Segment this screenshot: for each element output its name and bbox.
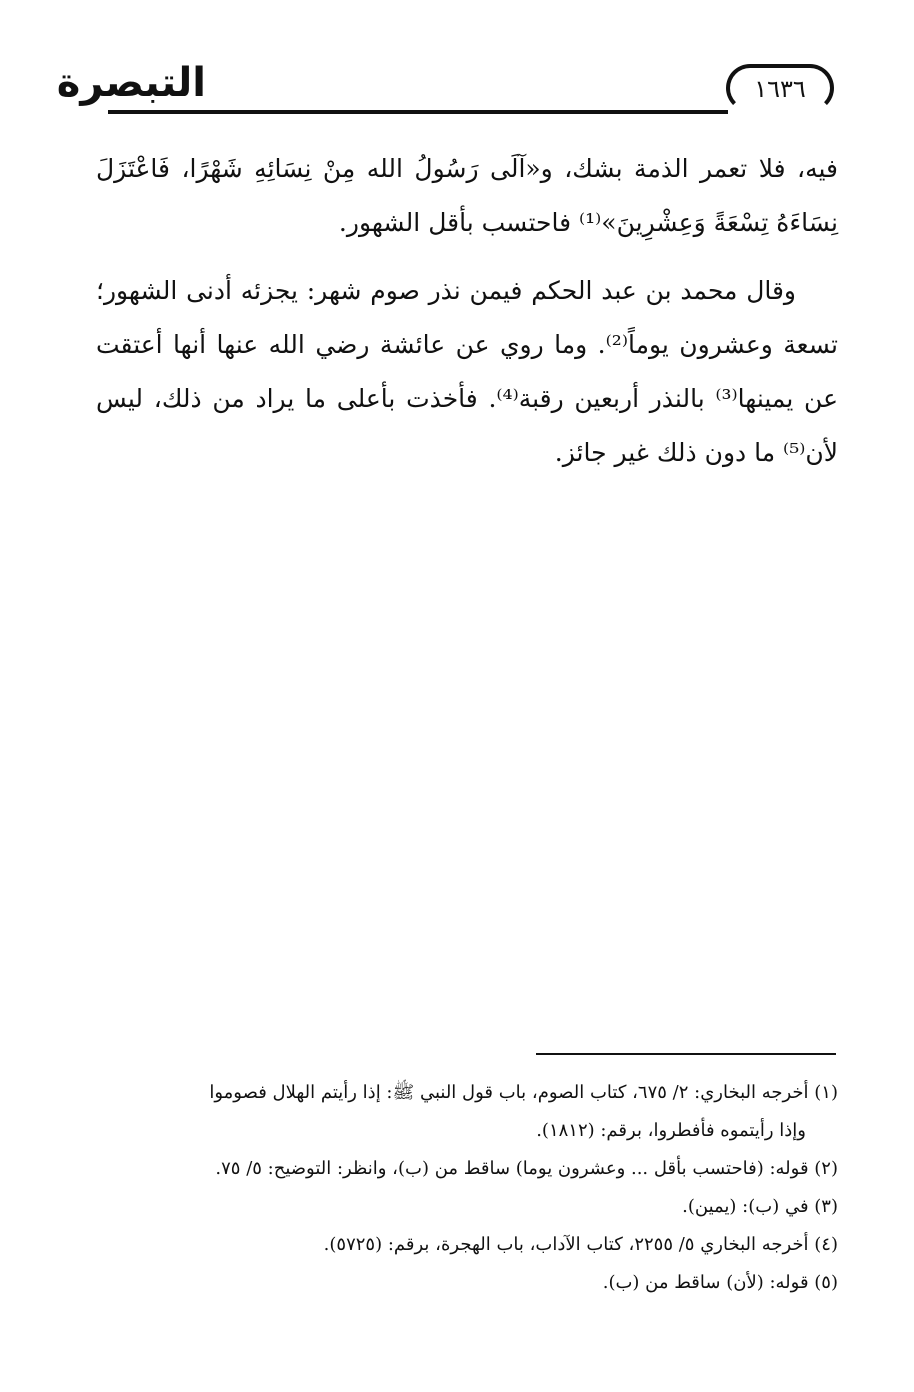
header-rule [108,110,728,114]
footnotes [96,1074,838,1302]
footnote-4: (٤) أخرجه البخاري ٥/ ٢٢٥٥، كتاب الآداب، باب الهجرة، برقم: (٥٧٢٥). [323,1234,838,1255]
paragraph-2: وقال محمد بن عبد الحكم فيمن نذر صوم شهر: يجزئه أدنى الشهور؛ تسعة وعشرون يوماً⁽²⁾. وما روي عن عائشة رضي الله عنها أنها أعتقت عن يمينها⁽³⁾ بالنذر أربعين رقبة⁽⁴⁾. فأخذت بأعلى ما يراد من ذلك، ليس لأن⁽⁵⁾ ما دون ذلك غير جائز. [96,276,838,467]
paragraph-1: فيه، فلا تعمر الذمة بشك، و«آلَى رَسُولُ الله مِنْ نِسَائِهِ شَهْرًا، فَاعْتَزَلَ نِسَاءَهُ تِسْعَةً وَعِشْرِينَ»⁽¹⁾ فاحتسب بأقل الشهور. [96,154,838,237]
footnote-1 [96,1074,838,1150]
main-text [96,142,838,494]
footnote-1-line-2: وإذا رأيتموه فأفطروا، برقم: (١٨١٢). [536,1120,806,1141]
page-number: ١٦٣٦ [754,75,806,103]
footnote-1-line-1: (١) أخرجه البخاري: ٢/ ٦٧٥، كتاب الصوم، باب قول النبي ﷺ: إذا رأيتم الهلال فصوموا [209,1082,838,1103]
footnote-3: (٣) في (ب): (يمين). [682,1196,838,1217]
running-title: التبصرة [56,60,206,106]
footnote-rule [536,1053,836,1055]
footnote-5: (٥) قوله: (لأن) ساقط من (ب). [602,1272,838,1293]
footnote-2: (٢) قوله: (فاحتسب بأقل ... وعشرون يوما) ساقط من (ب)، وانظر: التوضيح: ٥/ ٧٥. [215,1158,838,1179]
